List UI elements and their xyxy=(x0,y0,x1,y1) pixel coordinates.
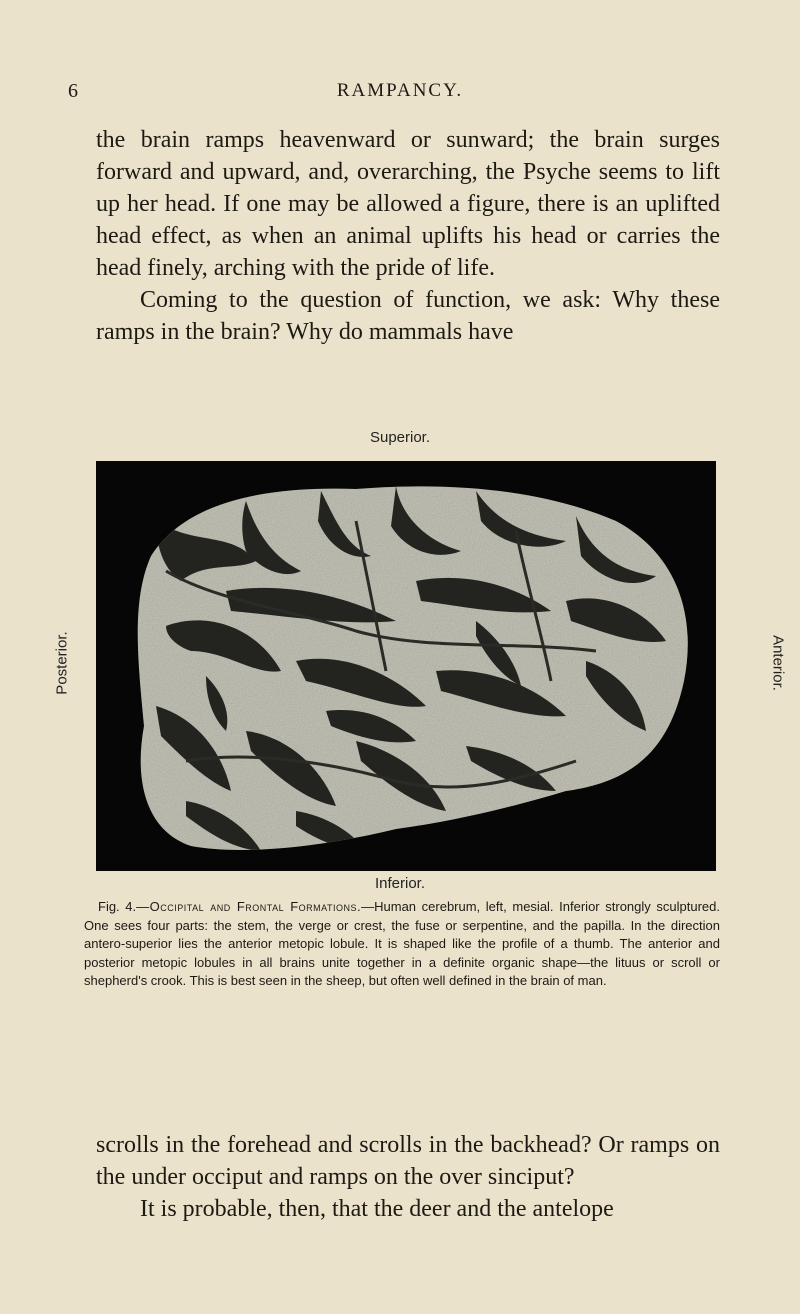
caption-fig-number: Fig. 4. xyxy=(98,899,137,914)
paragraph: scrolls in the forehead and scrolls in the backhead? Or ramps on the under occiput and ramps on the over sinciput? xyxy=(96,1132,720,1190)
paragraph: the brain ramps heavenward or sunward; the brain surges forward and upward, and, overarching, the Psyche seems to lift up her head. If one may be allowed a figure, there is an uplifted head effect, as when an animal uplifts his head or carries the head finely, arching with the pride of life. xyxy=(96,127,720,281)
caption-text: —Human cerebrum, left, mesial. Inferior strongly sculptured. One sees four parts: the stem, the verge or crest, the fuse or serpentine, and the papilla. In the direction antero-superior lies the anterior metopic lobule. It is shaped like the profile of a thumb. The anterior and posterior metopic lobules in all brains unite together in a definite organic shape—the lituus or scroll or shepherd's crook. This is best seen in the sheep, but often well defined in the brain of man. xyxy=(84,899,720,988)
paragraph: It is probable, then, that the deer and the antelope xyxy=(140,1196,614,1222)
caption-title: —Occipital and Frontal Formations. xyxy=(136,899,362,914)
brain-photograph xyxy=(96,461,716,871)
figure-label-posterior: Posterior. xyxy=(53,631,71,695)
body-text-top xyxy=(96,124,720,348)
figure-label-inferior: Inferior. xyxy=(374,875,426,892)
body-text-bottom xyxy=(96,1129,720,1225)
figure-label-anterior: Anterior. xyxy=(769,635,787,691)
running-head xyxy=(0,80,800,110)
figure-label-superior: Superior. xyxy=(369,429,431,446)
page-number: 6 xyxy=(68,80,78,102)
paragraph: Coming to the question of function, we ask: Why these ramps in the brain? Why do mammals have xyxy=(96,287,720,345)
running-title: RAMPANCY. xyxy=(336,80,464,101)
figure-caption xyxy=(84,898,720,991)
